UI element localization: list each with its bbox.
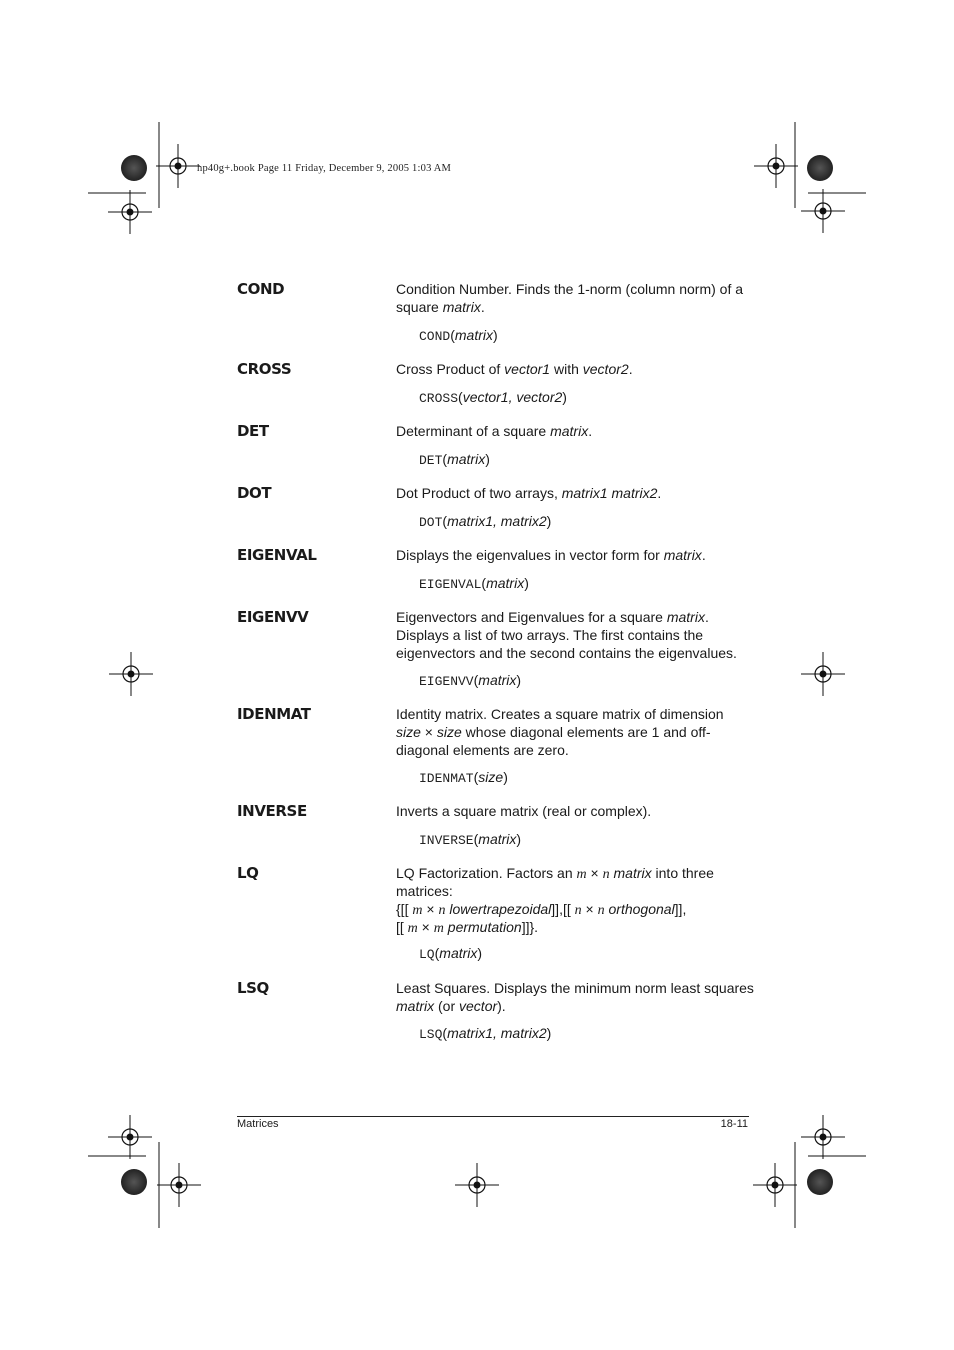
description: Dot Product of two arrays, matrix1 matrix2. <box>396 485 662 501</box>
term: DOT <box>237 484 272 502</box>
description: Cross Product of vector1 with vector2. <box>396 361 633 377</box>
description: Least Squares. Displays the minimum norm least squares matrix (or vector). <box>396 980 754 1014</box>
term: INVERSE <box>237 802 307 820</box>
syntax: COND(matrix) <box>419 327 498 344</box>
description: Inverts a square matrix (real or complex). <box>396 803 652 819</box>
syntax: EIGENVAL(matrix) <box>419 575 529 592</box>
term: COND <box>237 280 285 298</box>
syntax: CROSS(vector1, vector2) <box>419 389 567 406</box>
syntax: INVERSE(matrix) <box>419 831 522 848</box>
term: LQ <box>237 864 259 882</box>
print-header: hp40g+.book Page 11 Friday, December 9, 2005 1:03 AM <box>197 163 452 174</box>
syntax: LQ(matrix) <box>419 945 483 962</box>
description: Eigenvectors and Eigenvalues for a square matrix. Displays a list of two arrays. The first contains the eigenvectors and the second contains the eigenvalues. <box>396 609 737 661</box>
description: LQ Factorization. Factors an m × n matrix into three matrices: {[[ m × n lowertrapezoidal]],[[ n × n orthogonal]], [[ m × m permutation]]}. <box>396 865 714 936</box>
syntax: EIGENVV(matrix) <box>419 672 522 689</box>
term: EIGENVV <box>237 608 309 626</box>
description: Determinant of a square matrix. <box>396 423 593 439</box>
footer-page-number: 18-11 <box>720 1118 748 1130</box>
syntax: IDENMAT(size) <box>419 769 508 786</box>
term: CROSS <box>237 360 292 378</box>
description: Condition Number. Finds the 1-norm (column norm) of a square matrix. <box>396 281 744 315</box>
term: LSQ <box>237 979 269 997</box>
description: Identity matrix. Creates a square matrix of dimension size × size whose diagonal elements are 1 and off- diagonal elements are zero. <box>396 706 724 758</box>
description: Displays the eigenvalues in vector form for matrix. <box>396 547 706 563</box>
syntax: DOT(matrix1, matrix2) <box>419 513 552 530</box>
footer-section: Matrices <box>237 1118 279 1130</box>
term: DET <box>237 422 269 440</box>
term: EIGENVAL <box>237 546 317 564</box>
footer-rule <box>237 1116 749 1117</box>
term: IDENMAT <box>237 705 311 723</box>
syntax: LSQ(matrix1, matrix2) <box>419 1025 552 1042</box>
syntax: DET(matrix) <box>419 451 490 468</box>
